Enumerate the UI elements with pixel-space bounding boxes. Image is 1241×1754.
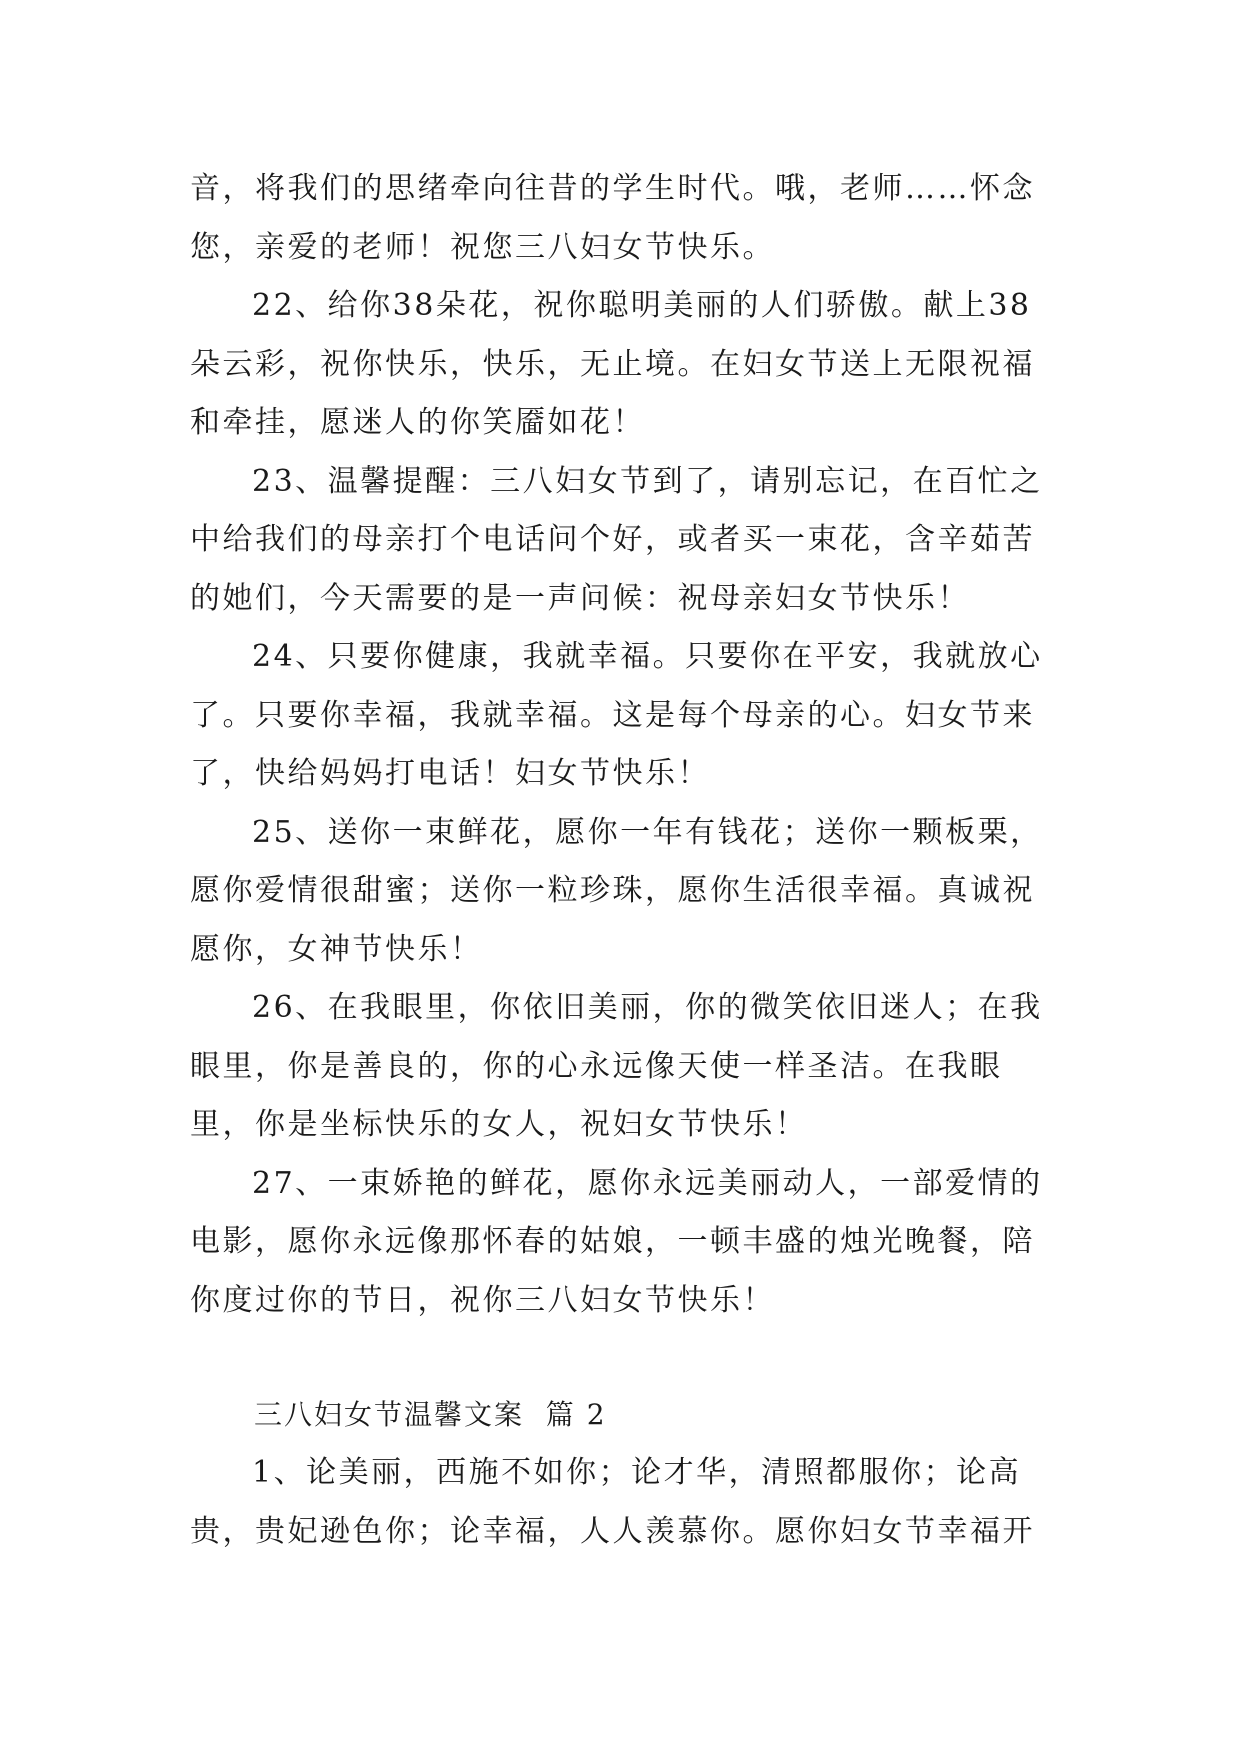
paragraph-continuation: 音，将我们的思绪牵向往昔的学生时代。哦，老师……怀念您，亲爱的老师！祝您三八妇女节快乐。 xyxy=(190,171,1035,265)
paragraph-item-26: 26、在我眼里，你依旧美丽，你的微笑依旧迷人；在我眼里，你是善良的，你的心永远像天使一样圣洁。在我眼里，你是坐标快乐的女人，祝妇女节快乐！ xyxy=(190,990,1043,1142)
paragraph-item-24: 24、只要你健康，我就幸福。只要你在平安，我就放心了。只要你幸福，我就幸福。这是每个母亲的心。妇女节来了，快给妈妈打电话！妇女节快乐！ xyxy=(190,639,1043,791)
paragraph-item-22: 22、给你38朵花，祝你聪明美丽的人们骄傲。献上38朵云彩，祝你快乐，快乐，无止境。在妇女节送上无限祝福和牵挂，愿迷人的你笑靥如花！ xyxy=(190,288,1035,440)
paragraph-item-27: 27、一束娇艳的鲜花，愿你永远美丽动人，一部爱情的电影，愿你永远像那怀春的姑娘，一顿丰盛的烛光晚餐，陪你度过你的节日，祝你三八妇女节快乐！ xyxy=(190,1165,1043,1318)
paragraph-item-25: 25、送你一束鲜花，愿你一年有钱花；送你一颗板栗，愿你爱情很甜蜜；送你一粒珍珠，愿你生活很幸福。真诚祝愿你，女神节快乐！ xyxy=(190,814,1043,967)
section-title: 三八妇女节温馨文案 篇 2 xyxy=(254,1398,607,1431)
paragraph-item-1: 1、论美丽，西施不如你；论才华，清照都服你；论高贵，贵妃逊色你；论幸福，人人羡慕你。愿你妇女节幸福开 xyxy=(190,1455,1035,1549)
paragraph-item-23: 23、温馨提醒：三八妇女节到了，请别忘记，在百忙之中给我们的母亲打个电话问个好，或者买一束花，含辛茹苦的她们，今天需要的是一声问候：祝母亲妇女节快乐！ xyxy=(190,463,1043,616)
document-body xyxy=(190,160,1050,1561)
